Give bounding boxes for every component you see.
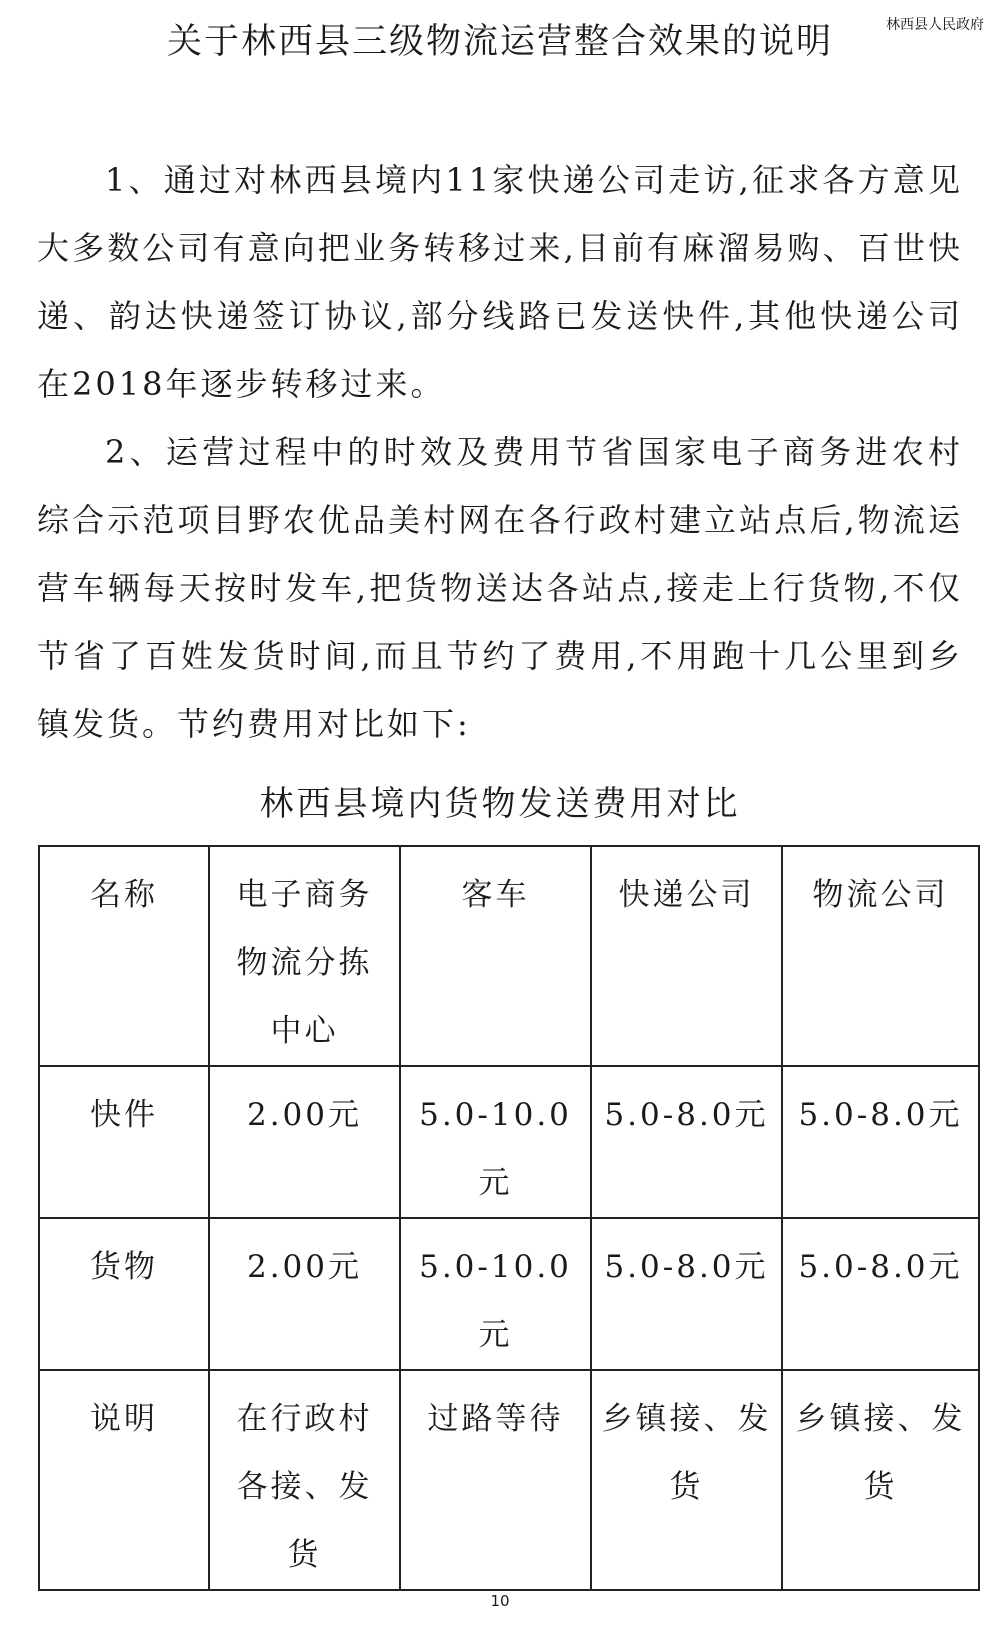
table-cell: 5.0-10.0元 (400, 1066, 591, 1218)
table-cell: 5.0-8.0元 (591, 1218, 782, 1370)
document-title: 关于林西县三级物流运营整合效果的说明 (166, 22, 833, 62)
paragraph-2: 2、运营过程中的时效及费用节省国家电子商务进农村综合示范项目野农优品美村网在各行政村建立站点后,物流运营车辆每天按时发车,把货物送达各站点,接走上行货物,不仅节省了百姓发货时间,而且节约了费用,不用跑十几公里到乡镇发货。节约费用对比如下: (37, 433, 963, 743)
table-row (39, 1218, 979, 1370)
table-cell: 在行政村各接、发货 (209, 1370, 400, 1590)
page-number: 10 (490, 1592, 510, 1610)
table-cell: 过路等待 (400, 1370, 591, 1590)
header-cell-express: 快递公司 (591, 846, 782, 1066)
header-cell-name: 名称 (39, 846, 209, 1066)
table-header-row (39, 846, 979, 1066)
watermark-text: 林西县人民政府 (886, 17, 984, 33)
table-title: 林西县境内货物发送费用对比 (259, 784, 741, 824)
table-cell: 5.0-8.0元 (782, 1066, 979, 1218)
table-cell: 5.0-8.0元 (591, 1066, 782, 1218)
table-cell: 货物 (39, 1218, 209, 1370)
table-cell: 说明 (39, 1370, 209, 1590)
table-row (39, 1370, 979, 1590)
table-cell: 乡镇接、发货 (782, 1370, 979, 1590)
table-cell: 快件 (39, 1066, 209, 1218)
table-cell: 5.0-10.0元 (400, 1218, 591, 1370)
table-cell: 2.00元 (209, 1066, 400, 1218)
table-cell: 2.00元 (209, 1218, 400, 1370)
header-cell-ecommerce: 电子商务物流分拣中心 (209, 846, 400, 1066)
header-cell-logistics: 物流公司 (782, 846, 979, 1066)
table-row (39, 1066, 979, 1218)
table-cell: 乡镇接、发货 (591, 1370, 782, 1590)
table-cell: 5.0-8.0元 (782, 1218, 979, 1370)
header-cell-bus: 客车 (400, 846, 591, 1066)
paragraph-1: 1、通过对林西县境内11家快递公司走访,征求各方意见大多数公司有意向把业务转移过来,目前有麻溜易购、百世快递、韵达快递签订协议,部分线路已发送快件,其他快递公司在2018年逐步转移过来。 (37, 161, 963, 403)
cost-comparison-table (38, 845, 980, 1591)
